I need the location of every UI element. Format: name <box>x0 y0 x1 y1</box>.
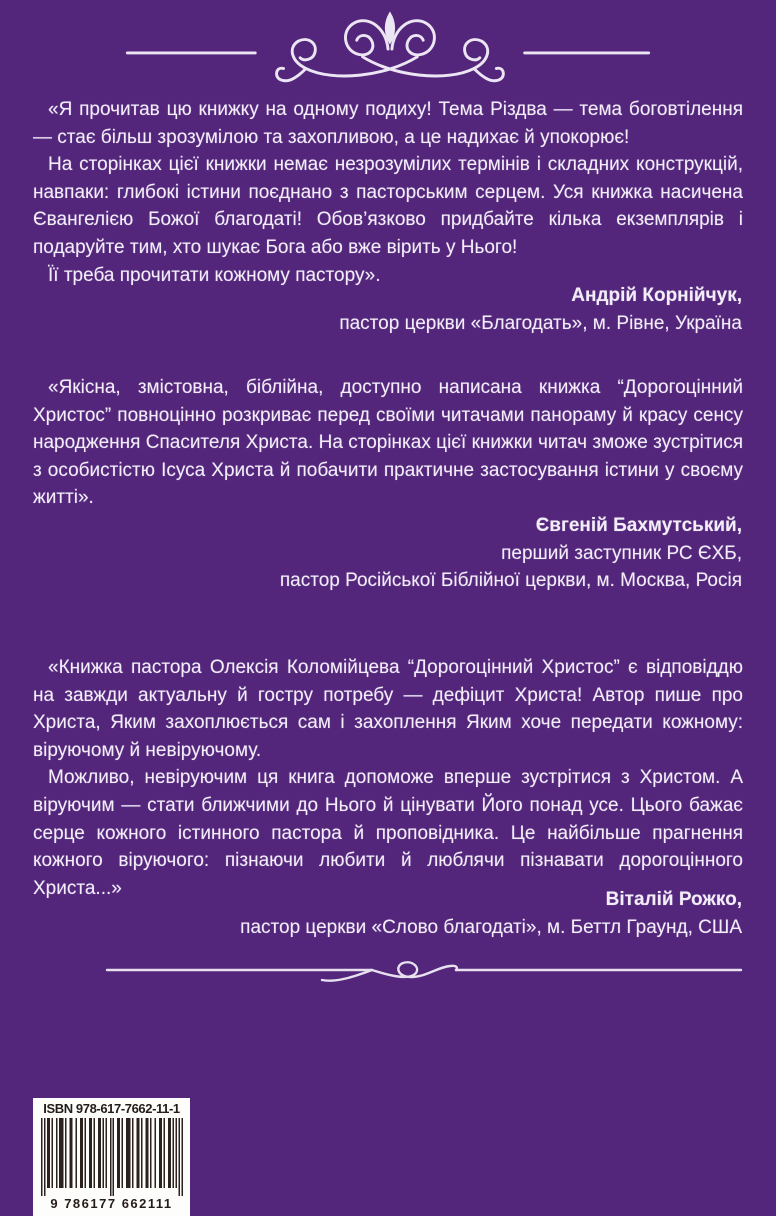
quote-paragraph: Можливо, невіруючим ця книга допоможе вперше зустрітися з Христом. А віруючим — стати ближчими до Нього й цінувати Його понад усе. Цього бажає серце кожного істинного пастора й проповідника. Це найбільше прагнення кожного віруючого: пізнаючи любити й люблячи пізнавати дорогоцінного Христа...» <box>33 767 743 899</box>
author-affiliation: пастор Російської Біблійної церкви, м. Москва, Росія <box>279 570 742 591</box>
attribution <box>120 886 742 941</box>
quote-paragraph: «Я прочитав цю книжку на одному подиху! Тема Різдва — тема боговтілення — стає більш зрозумілою та захопливою, а це надихає й упокорює! <box>33 99 743 148</box>
author-name: Євгеній Бахмутський, <box>535 515 742 536</box>
testimonial <box>33 96 743 289</box>
attribution <box>120 512 742 595</box>
author-name: Андрій Корнійчук, <box>571 285 742 306</box>
testimonial <box>33 654 743 902</box>
isbn-label: ISBN 978-617-7662-11-1 <box>43 1101 180 1116</box>
quote-paragraph: «Якісна, змістовна, біблійна, доступно написана книжка “Дорогоцінний Христос” повноцінно розкриває перед своїми читачами панораму й красу сенсу народження Спасителя Христа. На сторінках цієї книжки читач зможе зустрітися з особистістю Ісуса Христа й побачити практичне застосування істини у своєму житті». <box>33 377 743 509</box>
author-name: Віталій Рожко, <box>605 889 742 910</box>
barcode-digits: 9 786177 662111 <box>50 1196 173 1211</box>
testimonial <box>33 374 743 512</box>
divider-knot-icon <box>104 954 744 988</box>
quote-paragraph: На сторінках цієї книжки немає незрозумілих термінів і складних конструкцій, навпаки: глибокі істини поєднано з пасторським серцем. Уся книжка насичена Євангелією Божої благодаті! Обов’язково придбайте кілька екземплярів і подаруйте тим, хто шукає Бога або вже вірить у Нього! <box>33 154 743 258</box>
attribution <box>120 282 742 337</box>
flourish-ornament-icon <box>118 8 658 90</box>
author-affiliation: пастор церкви «Благодать», м. Рівне, Україна <box>339 312 742 334</box>
barcode-panel <box>33 1098 190 1216</box>
author-affiliation: перший заступник РС ЄХБ, <box>501 542 742 564</box>
quote-paragraph: Її треба прочитати кожному пастору». <box>48 264 381 286</box>
author-affiliation: пастор церкви «Слово благодаті», м. Беттл Граунд, США <box>240 916 742 938</box>
ean13-barcode-icon <box>41 1118 183 1196</box>
quote-paragraph: «Книжка пастора Олексія Коломійцева “Дорогоцінний Христос” є відповіддю на завжди актуальну й гостру потребу — дефіцит Христа! Автор пише про Христа, Яким захоплюється сам і захоплення Яким хоче передати кожному: віруючому й невіруючому. <box>33 657 743 761</box>
